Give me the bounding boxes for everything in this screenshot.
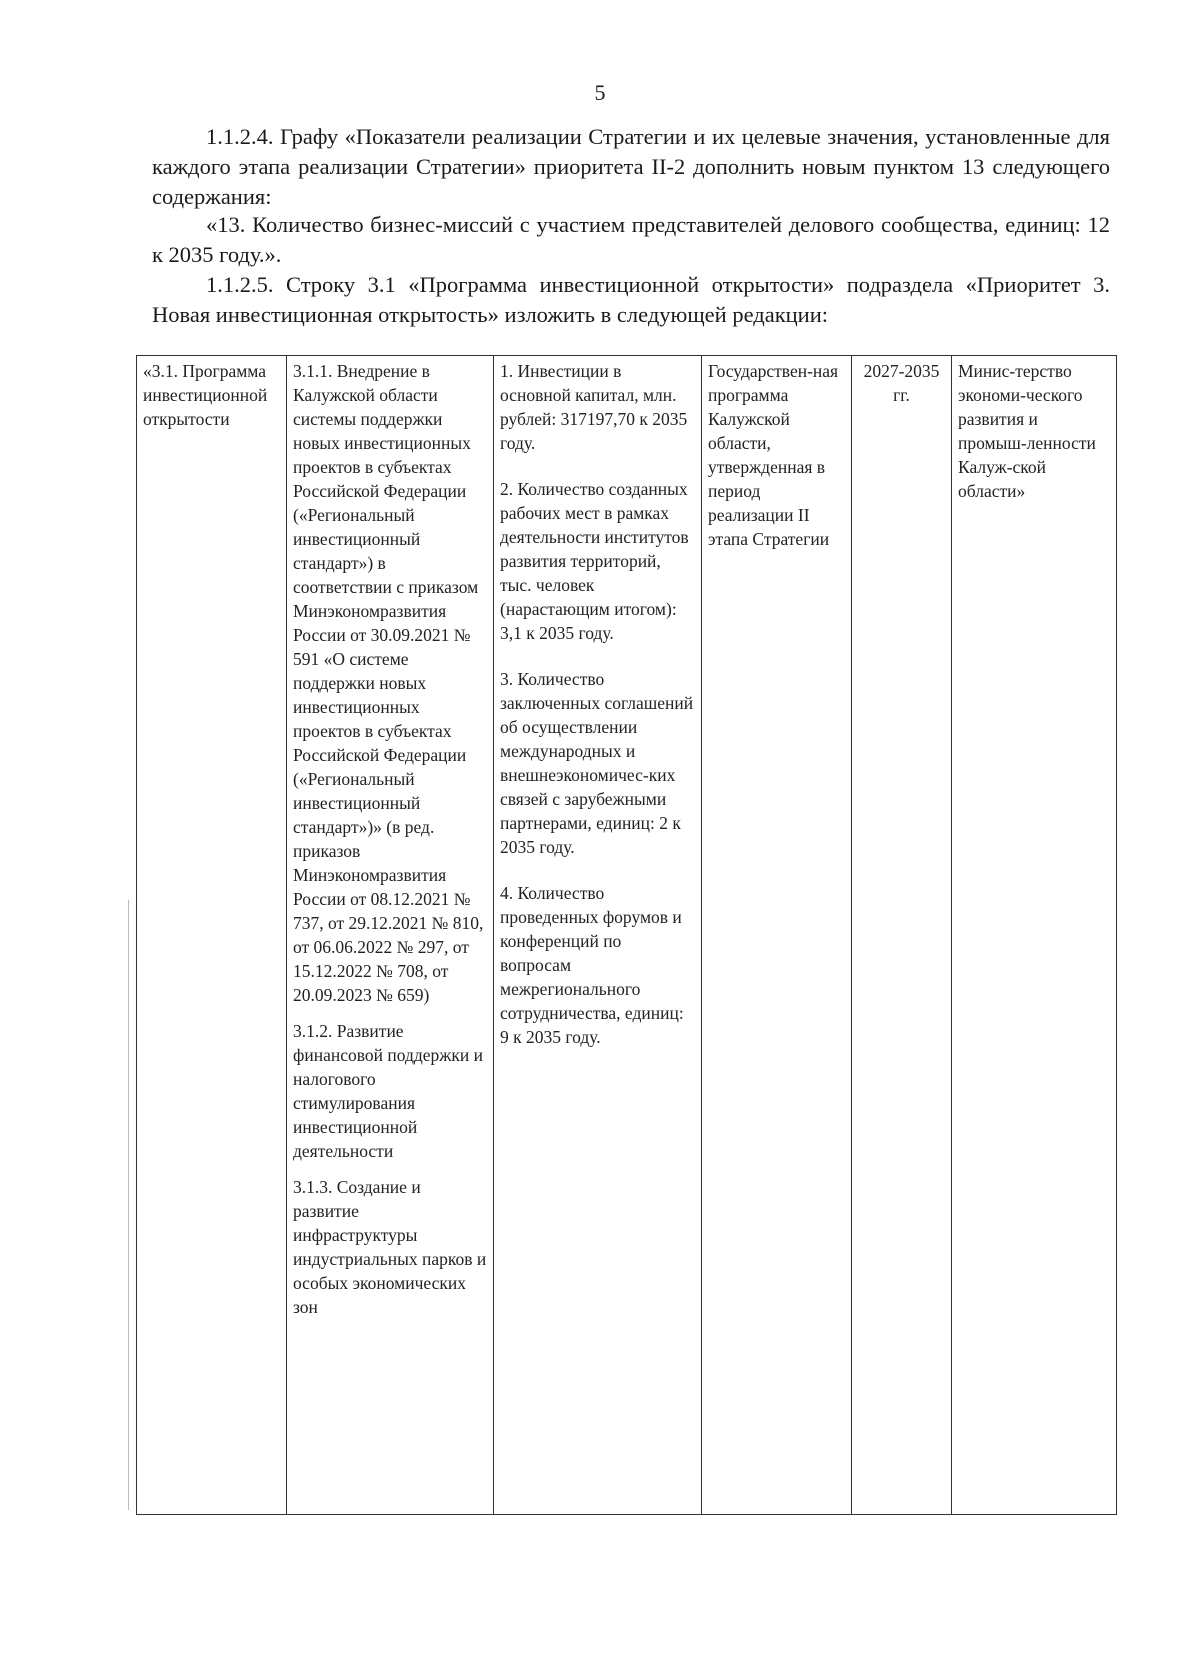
action-3-1-2: 3.1.2. Развитие финансовой поддержки и налогового стимулирования инвестиционной деятельности [293,1021,483,1161]
indicator-2: 2. Количество созданных рабочих мест в рамках деятельности институтов развития территорий, тыс. человек (нарастающим итогом): 3,1 к 2035 году. [500,479,689,643]
years-cell [852,356,952,1515]
indicator-3: 3. Количество заключенных соглашений об осуществлении международных и внешнеэкономичес-ких связей с зарубежными партнерами, единиц: 2 к 2035 году. [500,669,694,857]
state-program-cell [702,356,852,1515]
state-program: Государствен-ная программа Калужской области, утвержденная в период реализации II этапа Стратегии [708,361,839,549]
page-number: 5 [594,80,606,105]
program-cell [137,356,287,1515]
indicator-1: 1. Инвестиции в основной капитал, млн. рублей: 317197,70 к 2035 году. [500,361,688,453]
executor: Минис-терство экономи-ческого развития и промыш-ленности Калуж-ской области» [958,361,1096,501]
indicators-cell [494,356,702,1515]
indicator-4: 4. Количество проведенных форумов и конференций по вопросам межрегионального сотрудничества, единиц: 9 к 2035 году. [500,883,684,1047]
years: 2027-2035 гг. [863,361,940,405]
action-3-1-3: 3.1.3. Создание и развитие инфраструктуры индустриальных парков и особых экономических зон [293,1177,487,1317]
paragraph-quote-13: «13. Количество бизнес-миссий с участием представителей делового сообщества, единиц: 12 к 2035 году.». [152,212,1110,267]
margin-rule [128,900,129,1510]
program-name: «3.1. Программа инвестиционной открытости [143,361,268,429]
paragraph-1-1-2-5: 1.1.2.5. Строку 3.1 «Программа инвестиционной открытости» подраздела «Приоритет 3. Новая инвестиционная открытость» изложить в следующей редакции: [152,272,1110,327]
actions-cell [287,356,494,1515]
executor-cell [952,356,1117,1515]
table-row [137,356,1117,1515]
action-3-1-1: 3.1.1. Внедрение в Калужской области системы поддержки новых инвестиционных проектов в субъектах Российской Федерации («Региональный инвестиционный стандарт») в соответствии с приказом Минэкономразвития России от 30.09.2021 № 591 «О системе поддержки новых инвестиционных проектов в субъектах Российской Федерации («Региональный инвестиционный стандарт»)» (в ред. приказов Минэкономразвития России от 08.12.2021 № 737, от 29.12.2021 № 810, от 06.06.2022 № 297, от 15.12.2022 № 708, от 20.09.2023 № 659) [293,361,484,1005]
paragraph-1-1-2-4: 1.1.2.4. Графу «Показатели реализации Стратегии и их целевые значения, установленные для каждого этапа реализации Стратегии» приоритета II-2 дополнить новым пунктом 13 следующего содержания: [152,124,1110,209]
program-table [136,355,1117,1515]
